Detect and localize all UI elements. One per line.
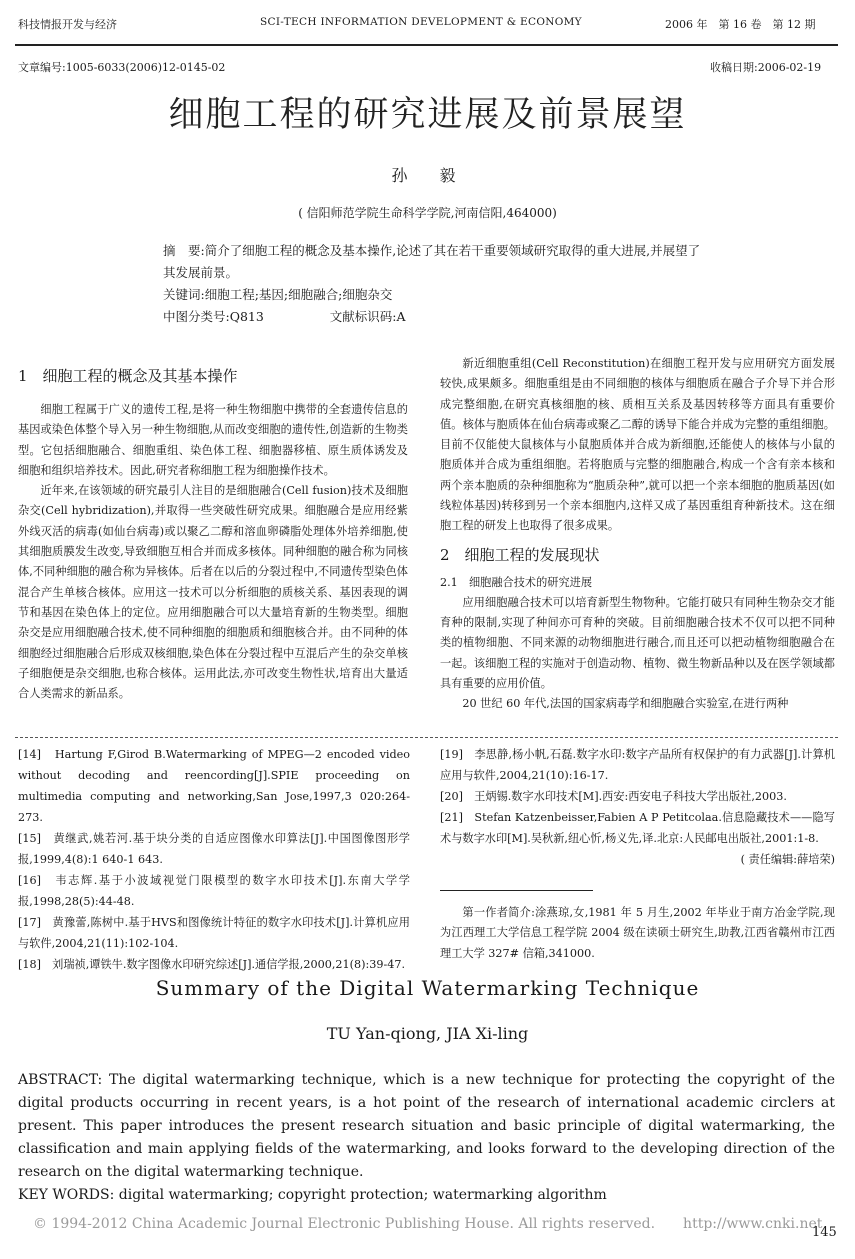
article-id: 文章编号:1005-6033(2006)12-0145-02 (18, 61, 226, 74)
english-authors: TU Yan-qiong, JIA Xi-ling (326, 1024, 529, 1043)
author-bio-block (440, 903, 835, 964)
abstract-block (163, 240, 703, 328)
responsible-editor: ( 责任编辑:薛培荣) (740, 853, 835, 866)
affiliation: ( 信阳师范学院生命科学学院,河南信阳,464000) (298, 206, 557, 220)
english-abstract: ABSTRACT: The digital watermarking technique, which is a new technique for protecting the copyright of the digital products occurring in recent years, is a hot point of the research of international academic circlers at present. This paper introduces the present research situation and basic principle of digital watermarking, the classification and main applying fields of the watermarking, and looks forward to the developing direction of the research on the digital watermarking technique. (18, 1072, 835, 1180)
right-column (440, 354, 835, 714)
english-abstract-block (18, 1069, 835, 1207)
section-1-heading: 1 细胞工程的概念及其基本操作 (18, 367, 238, 385)
references-left (18, 744, 410, 975)
received-date: 收稿日期:2006-02-19 (710, 61, 822, 74)
paragraph: 新近细胞重组(Cell Reconstitution)在细胞工程开发与应用研究方面发展较快,成果颇多。细胞重组是由不同细胞的核体与细胞质在融合子介导下并合形成完整细胞,在研究真核细胞的核、质相互关系及基因转移等方面具有重要价值。核体与胞质体在仙台病毒或聚乙二醇的诱导下能合并成为完整的重组细胞。目前不仅能使大鼠核体与小鼠胞质体并合成为新细胞,还能使人的核体与小鼠的胞质体并合成为重组细胞。若将胞质与完整的细胞融合,构成一个含有亲本核和两个亲本胞质的杂种细胞称为“胞质杂种”,就可以把一个亲本细胞的胞质基因(如线粒体基因)转移到另一个亲本细胞内,这样又成了基因重组育种新技术。这在细胞工程的研发上也取得了很多成果。 (440, 357, 835, 533)
doc-code: 文献标识码:A (329, 309, 406, 324)
reference-item: [21] Stefan Katzenbeisser,Fabien A P Petitcolaa.信息隐藏技术——隐写术与数字水印[M].吴秋新,纽心忻,杨义先,译.北京:人民邮电出版社,2001:1-8. (440, 811, 835, 845)
copyright-footer: © 1994-2012 China Academic Journal Electronic Publishing House. All rights reserved. http://www.cnki.net (33, 1216, 823, 1232)
author: 孙 毅 (391, 166, 464, 185)
author-bio: 第一作者简介:涂燕琼,女,1981 年 5 月生,2002 年毕业于南方冶金学院,现为江西理工大学信息工程学院 2004 级在读硕士研究生,助教,江西省赣州市江西理工大学 327# 信箱,341000. (440, 906, 835, 960)
reference-divider (15, 737, 838, 738)
journal-name: 科技情报开发与经济 (18, 18, 117, 31)
section-2-heading: 2 细胞工程的发展现状 (440, 545, 600, 564)
bio-rule (440, 890, 593, 891)
issue-info: 2006 年 第 16 卷 第 12 期 (665, 18, 816, 31)
reference-item: [20] 王炳锡.数字水印技术[M].西安:西安电子科技大学出版社,2003. (440, 790, 787, 803)
references-right (440, 744, 835, 870)
left-column (18, 366, 408, 704)
abstract-text: 摘 要:简介了细胞工程的概念及基本操作,论述了其在若干重要领域研究取得的重大进展,并展望了其发展前景。 (163, 243, 701, 280)
keywords: 关键词:细胞工程;基因;细胞融合;细胞杂交 (163, 287, 393, 302)
reference-item: [14] Hartung F,Girod B.Watermarking of MPEG—2 encoded video without decoding and reencording[J].SPIE proceeding on multimedia computing and networking,San Jose,1997,3 020:264-273. (18, 748, 410, 824)
classification (163, 306, 703, 328)
class-number: 中图分类号:Q813 (163, 309, 264, 324)
reference-item: [17] 黄豫蕾,陈树中.基于HVS和图像统计特征的数字水印技术[J].计算机应用与软件,2004,21(11):102-104. (18, 916, 410, 950)
english-keywords: KEY WORDS: digital watermarking; copyright protection; watermarking algorithm (18, 1187, 607, 1203)
subsection-heading: 2.1 细胞融合技术的研究进展 (440, 575, 593, 589)
header-rule (15, 44, 838, 46)
paragraph: 应用细胞融合技术可以培育新型生物物种。它能打破只有同种生物杂交才能育种的限制,实现了种间亦可育种的突破。目前细胞融合技术不仅可以把不同种类的植物细胞、不同来源的动物细胞进行融合,而且还可以把动植物细胞融合在一起。该细胞工程的实施对于创造动物、植物、微生物新品种以及在医学领域都具有重要的应用价值。 (440, 595, 835, 690)
reference-item: [16] 韦志辉.基于小波域视觉门限模型的数字水印技术[J].东南大学学报,1998,28(5):44-48. (18, 874, 410, 908)
english-title: Summary of the Digital Watermarking Technique (155, 976, 700, 1000)
page-number: 145 (812, 1225, 837, 1240)
paragraph: 细胞工程属于广义的遗传工程,是将一种生物细胞中携带的全套遗传信息的基因或染色体整个导入另一种生物细胞,从而改变细胞的遗传性,创造新的生物类型。它包括细胞融合、细胞重组、染色体工程、细胞器移植、原生质体诱发及细胞和组织培养技术。因此,研究者称细胞工程为细胞操作技术。 (18, 403, 408, 477)
paragraph: 20 世纪 60 年代,法国的国家病毒学和细胞融合实验室,在进行两种 (462, 697, 789, 711)
journal-name-en: SCI-TECH INFORMATION DEVELOPMENT & ECONOMY (260, 16, 582, 28)
reference-item: [15] 黄继武,姚若河.基于块分类的自适应图像水印算法[J].中国图像图形学报,1999,4(8):1 640-1 643. (18, 832, 410, 866)
paragraph: 近年来,在该领域的研究最引人注目的是细胞融合(Cell fusion)技术及细胞杂交(Cell hybridization),并取得一些突破性研究成果。细胞融合是应用经紫外线灭活的病毒(如仙台病毒)或以聚乙二醇和溶血卵磷脂处理体外培养细胞,使其细胞质膜发生改变,导致细胞互相合并而成多核体。同种细胞的融合称为同核体,不同种细胞的融合称为异核体。后者在以后的分裂过程中,不同遗传型染色体混合产生单核合核体。应用这一技术可以分析细胞的质核关系、基因表现的调节和基因在染色体上的定位。应用细胞融合可以大量培育新的生物类型。细胞杂交是应用细胞融合技术,使不同种细胞的细胞质和细胞核合并。由不同种的体细胞经过细胞融合后形成双核细胞,染色体在分裂过程中互混后产生的杂交单核子细胞便是杂交细胞,也称合核体。运用此法,亦可改变生物性状,培育出大量适合人类需求的新品系。 (18, 484, 408, 701)
article-title: 细胞工程的研究进展及前景展望 (168, 95, 687, 135)
reference-item: [19] 李思静,杨小帆,石磊.数字水印:数字产品所有权保护的有力武器[J].计算机应用与软件,2004,21(10):16-17. (440, 748, 835, 782)
reference-item: [18] 刘瑞祯,谭铁牛.数字图像水印研究综述[J].通信学报,2000,21(8):39-47. (18, 958, 406, 971)
